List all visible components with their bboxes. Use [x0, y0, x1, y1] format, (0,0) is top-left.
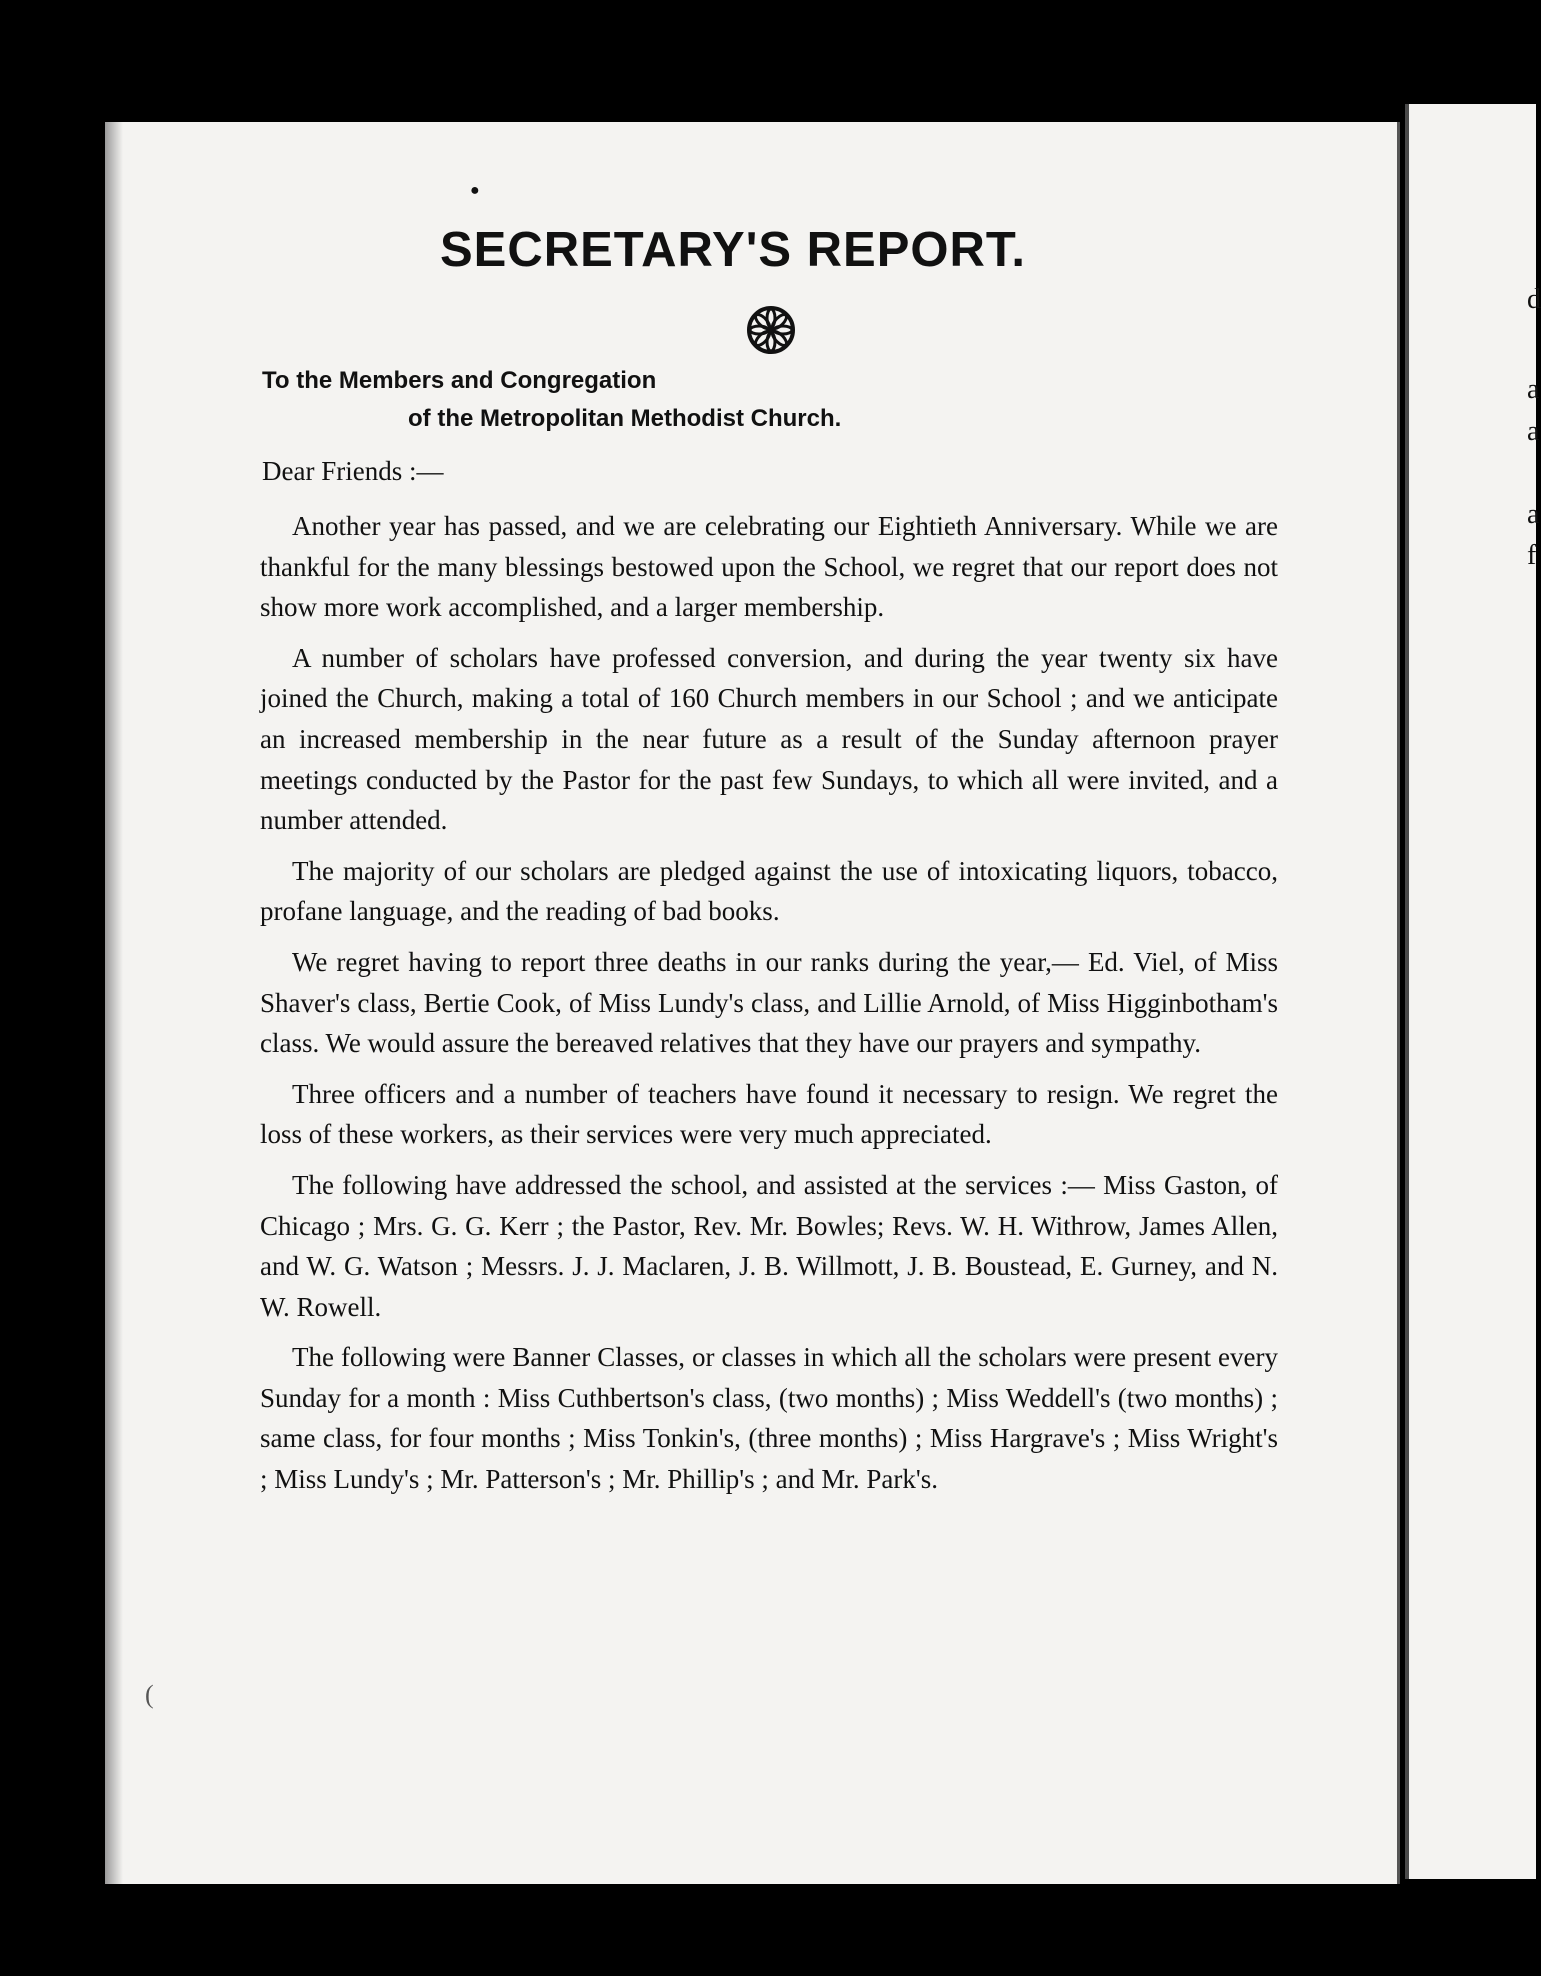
paragraph-4: We regret having to report three deaths in our ranks during the year,— Ed. Viel, of Miss Shaver's class, Bertie Cook, of Miss Lundy's class, and Lillie Arnold, of Miss Higginbotham's class. We would assure the bereaved relatives that they have our prayers and sympathy. [260, 946, 1278, 1059]
edge-letter-4: a [1527, 499, 1540, 530]
edge-letter-1: d [1527, 284, 1541, 315]
address-line-1: To the Members and Congregation [262, 367, 657, 394]
report-body [260, 506, 1278, 1510]
paragraph-3: The majority of our scholars are pledged against the use of intoxicating liquors, tobacco, profane language, and the reading of bad books. [260, 855, 1278, 927]
rosette-ornament-icon [745, 304, 797, 356]
paragraph-7: The following were Banner Classes, or classes in which all the scholars were present every Sunday for a month : Miss Cuthbertson's class, (two months) ; Miss Weddell's (two months) ; same class, for four months ; Miss Tonkin's, (three months) ; Miss Hargrave's ; Miss Wright's ; Miss Lundy's ; Mr. Patterson's ; Mr. Phillip's ; and Mr. Park's. [260, 1342, 1278, 1495]
speck-dot: ● [470, 182, 480, 199]
salutation: Dear Friends :— [262, 456, 444, 486]
address-block [262, 362, 841, 438]
paragraph-5: Three officers and a number of teachers have found it necessary to resign. We regret the loss of these workers, as their services were very much appreciated. [260, 1078, 1278, 1150]
paragraph-6: The following have addressed the school, and assisted at the services :— Miss Gaston, of Chicago ; Mrs. G. G. Kerr ; the Pastor, Rev. Mr. Bowles; Revs. W. H. Withrow, James Allen, and W. G. Watson ; Messrs. J. J. Maclaren, J. B. Willmott, J. B. Boustead, E. Gurney, and N. W. Rowell. [260, 1169, 1278, 1322]
edge-letter-5: f [1527, 540, 1537, 571]
edge-letter-2: a [1527, 374, 1540, 405]
paragraph-2: A number of scholars have professed conversion, and during the year twenty six have joined the Church, making a total of 160 Church members in our School ; and we anticipate an increased membership in the near future as a result of the Sunday afternoon prayer meetings conducted by the Pastor for the past few Sundays, to which all were invited, and a number attended. [260, 642, 1278, 836]
paragraph-1: Another year has passed, and we are celebrating our Eightieth Anniversary. While we are thankful for the many blessings bestowed upon the School, we regret that our report does not show more work accomplished, and a larger membership. [260, 511, 1278, 623]
address-line-2: of the Metropolitan Methodist Church. [408, 405, 842, 432]
page-title: SECRETARY'S REPORT. [439, 223, 1027, 277]
margin-mark: ( [145, 1680, 154, 1709]
right-page [1405, 104, 1541, 1879]
page-edge-shadow [105, 122, 123, 1884]
edge-letter-3: a [1527, 416, 1540, 447]
